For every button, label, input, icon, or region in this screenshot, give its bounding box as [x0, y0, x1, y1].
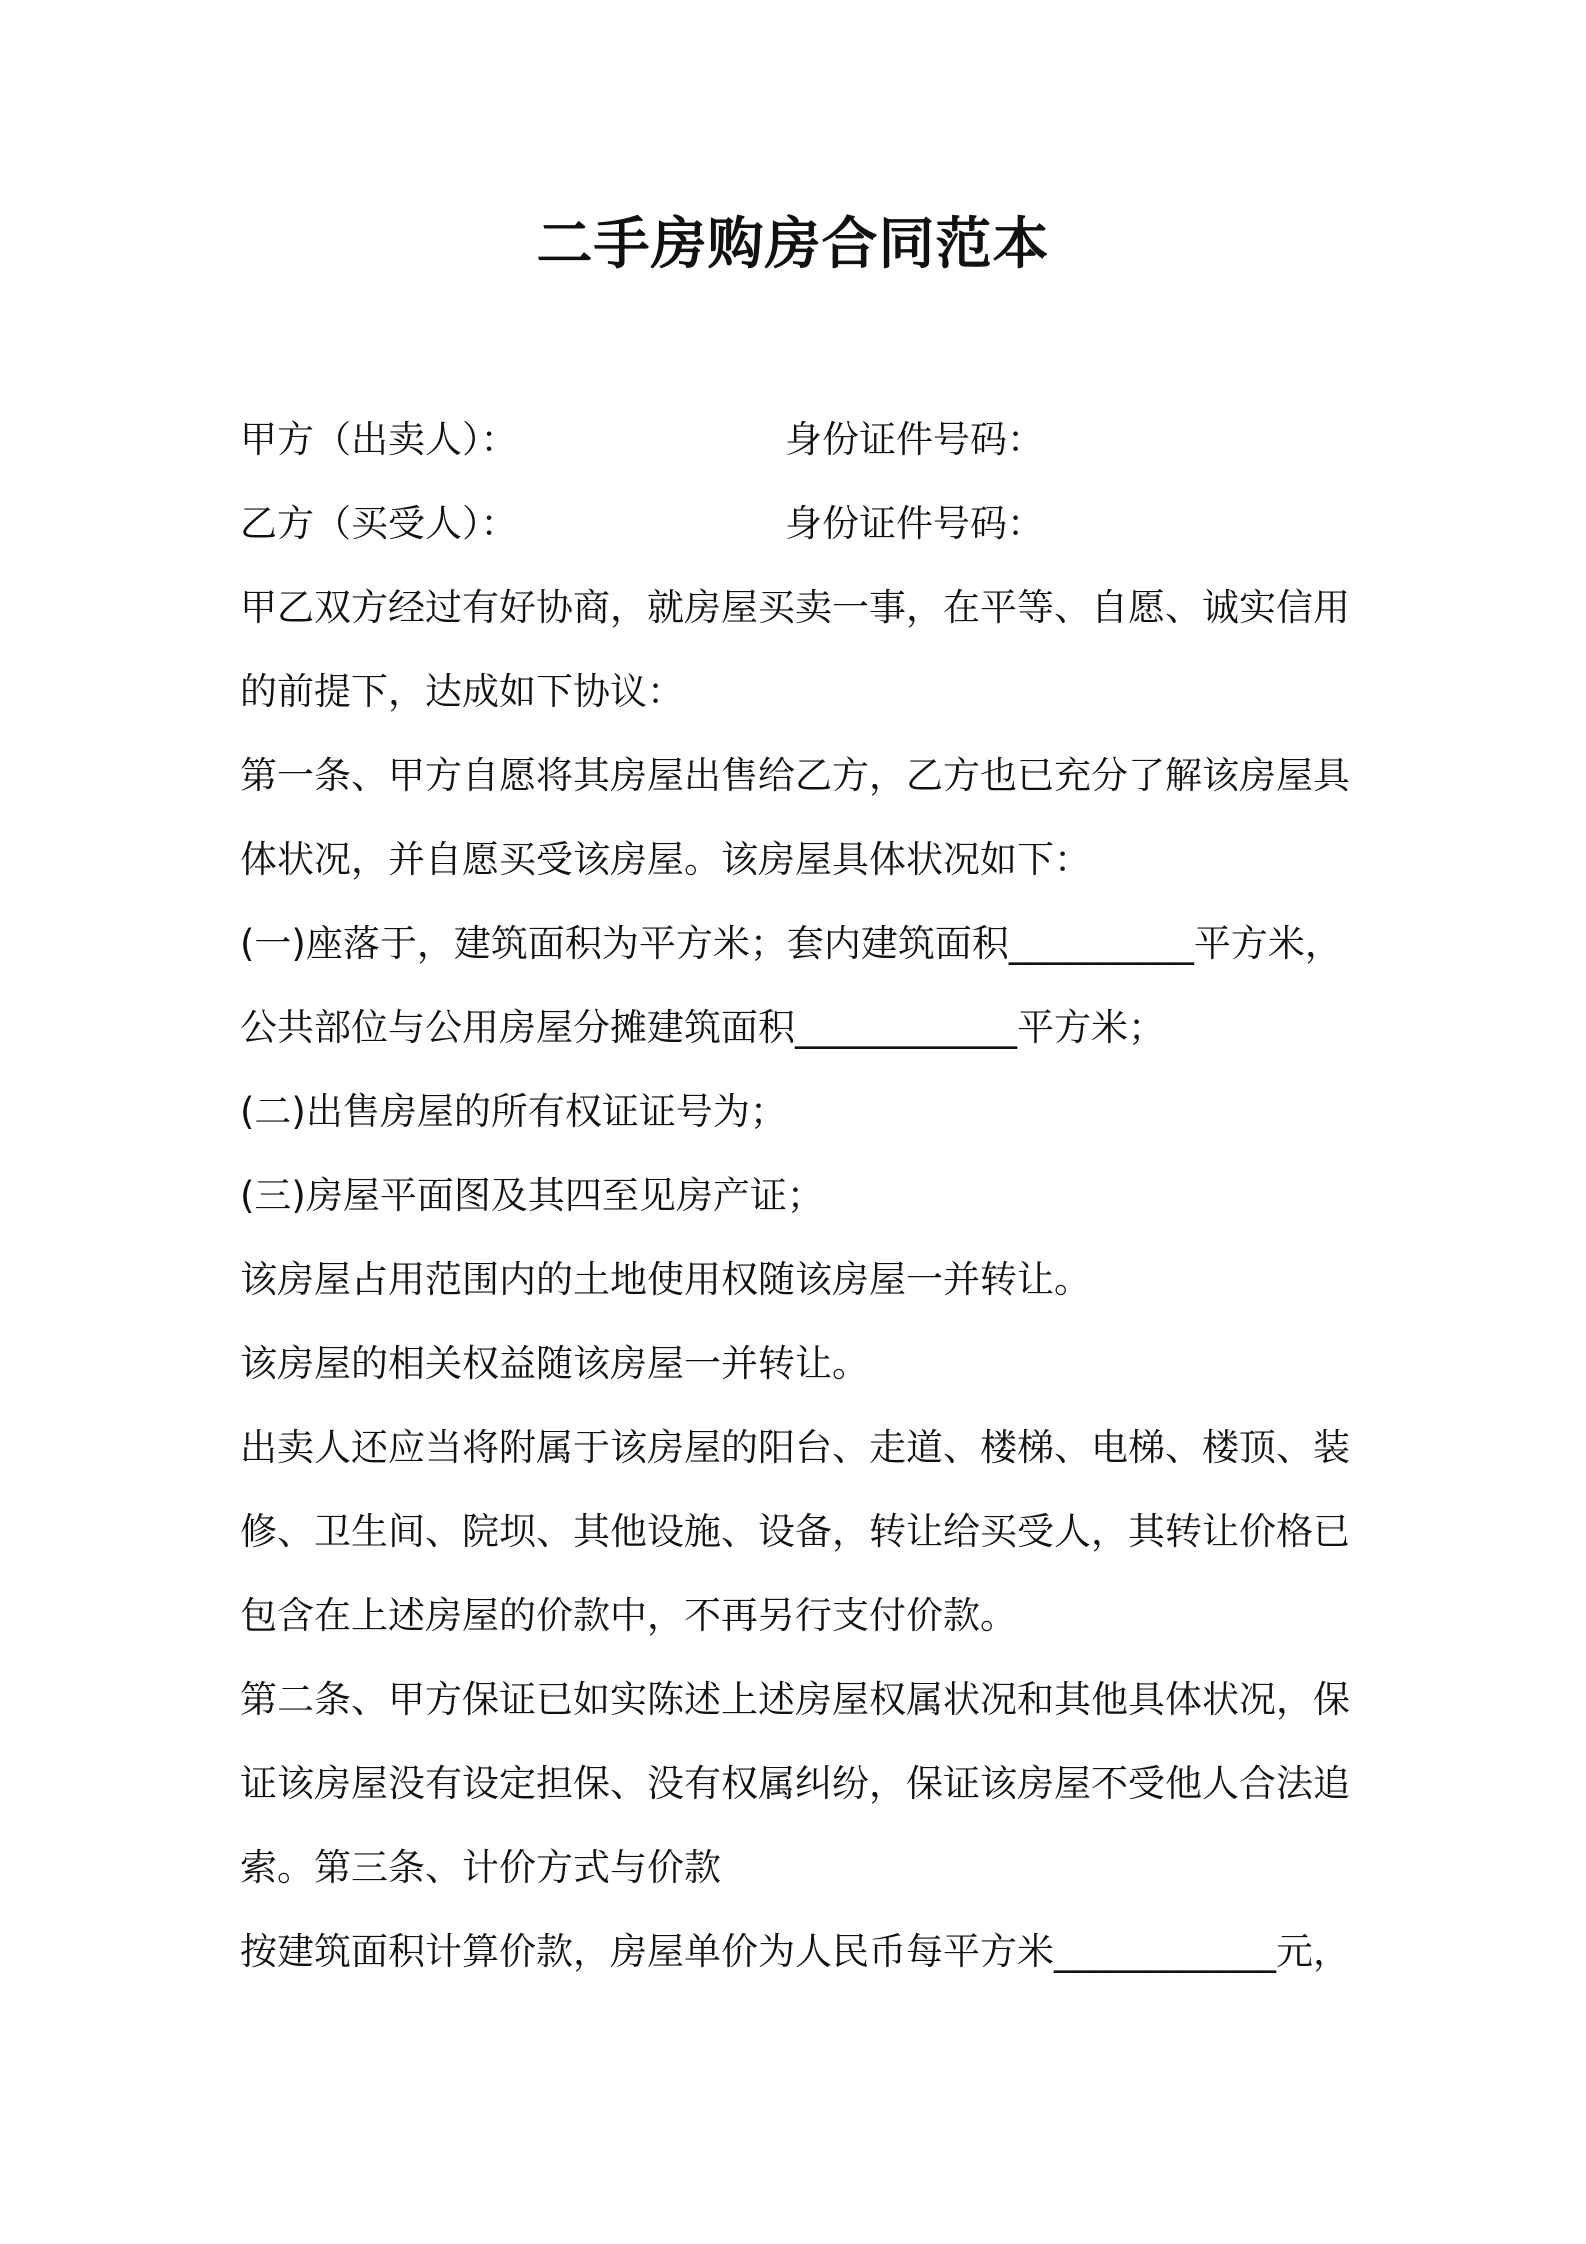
text-line: 该房屋占用范围内的土地使用权随该房屋一并转让。 [240, 1258, 1091, 1301]
party-a-line [240, 398, 1360, 482]
text-line: 公共部位与公用房屋分摊建筑面积____________平方米； [240, 1006, 1165, 1049]
party-b-line [240, 482, 1360, 566]
text-line: 甲乙双方经过有好协商，就房屋买卖一事，在平等、自愿、诚实信用 [240, 586, 1350, 629]
text-line: (二)出售房屋的所有权证证号为； [240, 1090, 787, 1133]
party-a-id-label: 身份证件号码： [785, 418, 1044, 461]
party-b-label: 乙方（买受人）： [240, 502, 518, 545]
text-line: 出卖人还应当将附属于该房屋的阳台、走道、楼梯、电梯、楼顶、装 [240, 1426, 1350, 1469]
text-line: 索。第三条、计价方式与价款 [240, 1846, 721, 1889]
party-a-label: 甲方（出卖人）： [240, 418, 518, 461]
text-line: 修、卫生间、院坝、其他设施、设备，转让给买受人，其转让价格已 [240, 1510, 1350, 1553]
text-line: 第一条、甲方自愿将其房屋出售给乙方，乙方也已充分了解该房屋具 [240, 754, 1350, 797]
document-title: 二手房购房合同范本 [536, 212, 1050, 277]
text-line: 证该房屋没有设定担保、没有权属纠纷，保证该房屋不受他人合法追 [240, 1762, 1350, 1805]
text-line: 包含在上述房屋的价款中，不再另行支付价款。 [240, 1594, 1017, 1637]
text-line: (三)房屋平面图及其四至见房产证； [240, 1174, 824, 1217]
text-line: 第二条、甲方保证已如实陈述上述房屋权属状况和其他具体状况，保 [240, 1678, 1350, 1721]
text-line: 体状况，并自愿买受该房屋。该房屋具体状况如下： [240, 838, 1091, 881]
text-line: 按建筑面积计算价款，房屋单价为人民币每平方米____________元， [240, 1930, 1350, 1973]
text-line: 该房屋的相关权益随该房屋一并转让。 [240, 1342, 869, 1385]
text-line: (一)座落于，建筑面积为平方米；套内建筑面积__________平方米， [240, 922, 1342, 965]
party-b-id-label: 身份证件号码： [785, 502, 1044, 545]
text-line: 的前提下，达成如下协议： [240, 670, 684, 713]
document-body [240, 398, 1360, 1994]
